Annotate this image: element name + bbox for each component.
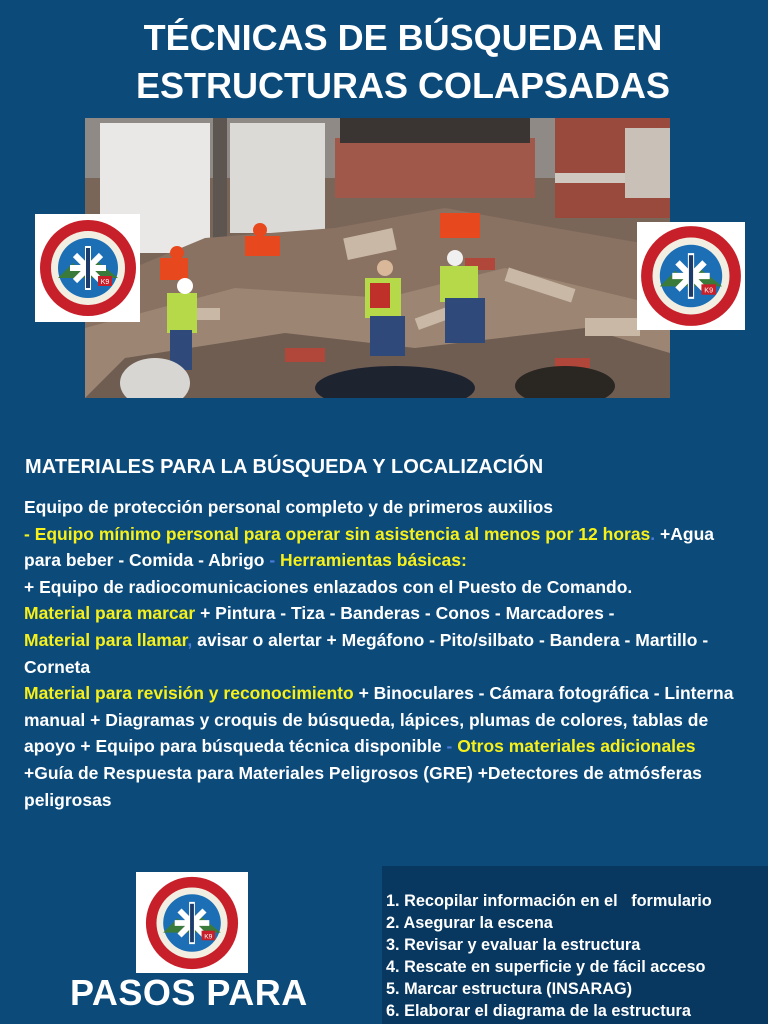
- page-title: [0, 14, 768, 110]
- step-item: 4. Rescate en superficie y de fácil acceso: [386, 958, 706, 976]
- step-item: 5. Marcar estructura (INSARAG): [386, 980, 633, 998]
- steps-heading: PASOS PARA: [70, 972, 308, 1013]
- step-item: 2. Asegurar la escena: [386, 914, 553, 932]
- grede-logo-left: [35, 214, 140, 322]
- rescue-scene-photo: [85, 118, 670, 398]
- materials-p3: + Equipo de radiocomunicaciones enlazados con el Puesto de Comando.: [24, 576, 633, 597]
- step-item: 1. Recopilar información en el formulario: [386, 892, 712, 910]
- title-line-2: ESTRUCTURAS COLAPSADAS: [135, 65, 671, 106]
- materials-heading: MATERIALES PARA LA BÚSQUEDA Y LOCALIZACIÓN: [25, 456, 544, 478]
- step-item: 3. Revisar y evaluar la estructura: [386, 936, 641, 954]
- materials-p4-highlight: Material para marcar: [24, 603, 196, 624]
- materials-p6-highlight: Material para revisión y reconocimiento: [24, 683, 354, 704]
- logo-badge-text: K9: [204, 932, 213, 940]
- grede-emblem-icon: [639, 224, 743, 328]
- grede-logo-right: [637, 222, 745, 330]
- materials-p2-dash2: -: [269, 550, 276, 571]
- rescue-scene-illustration: [85, 118, 670, 398]
- materials-p5-rest: avisar o alertar + Megáfono - Pito/silbato - Bandera - Martillo - Corneta: [24, 629, 709, 677]
- title-line-1: TÉCNICAS DE BÚSQUEDA EN: [143, 17, 663, 58]
- steps-list: [386, 890, 766, 1022]
- materials-p5-highlight: Material para llamar: [24, 629, 188, 650]
- materials-p6-dash: -: [446, 736, 453, 757]
- logo-badge-text: K9: [100, 279, 109, 286]
- materials-p5-dash: ,: [187, 629, 193, 650]
- logo-badge-text: K9: [704, 285, 714, 295]
- grede-emblem-icon: [38, 218, 138, 318]
- materials-p2-highlight2: Herramientas básicas:: [275, 550, 467, 571]
- grede-emblem-icon: [140, 875, 244, 971]
- materials-p4-rest: + Pintura - Tiza - Banderas - Conos - Marcadores -: [195, 603, 615, 624]
- materials-p6-highlight2: Otros materiales adicionales: [452, 736, 696, 757]
- materials-p6-rest: + Binoculares - Cámara fotográfica - Linterna manual + Diagramas y croquis de búsqueda, lápices, plumas de colores, tablas de apoyo + Equipo para búsqueda técnica disponible: [24, 683, 734, 757]
- materials-body: [24, 494, 744, 813]
- materials-p6-rest2: +Guía de Respuesta para Materiales Peligrosos (GRE) +Detectores de atmósferas peligrosas: [24, 762, 702, 810]
- materials-p2-dash: .: [650, 523, 656, 544]
- grede-logo-bottom: [136, 872, 248, 973]
- materials-p1: Equipo de protección personal completo y de primeros auxilios: [24, 497, 553, 517]
- materials-p2-highlight: - Equipo mínimo personal para operar sin asistencia al menos por 12 horas: [24, 523, 651, 544]
- step-item: 6. Elaborar el diagrama de la estructura: [386, 1002, 691, 1020]
- materials-p2-rest: +Agua para beber - Comida - Abrigo: [24, 523, 715, 571]
